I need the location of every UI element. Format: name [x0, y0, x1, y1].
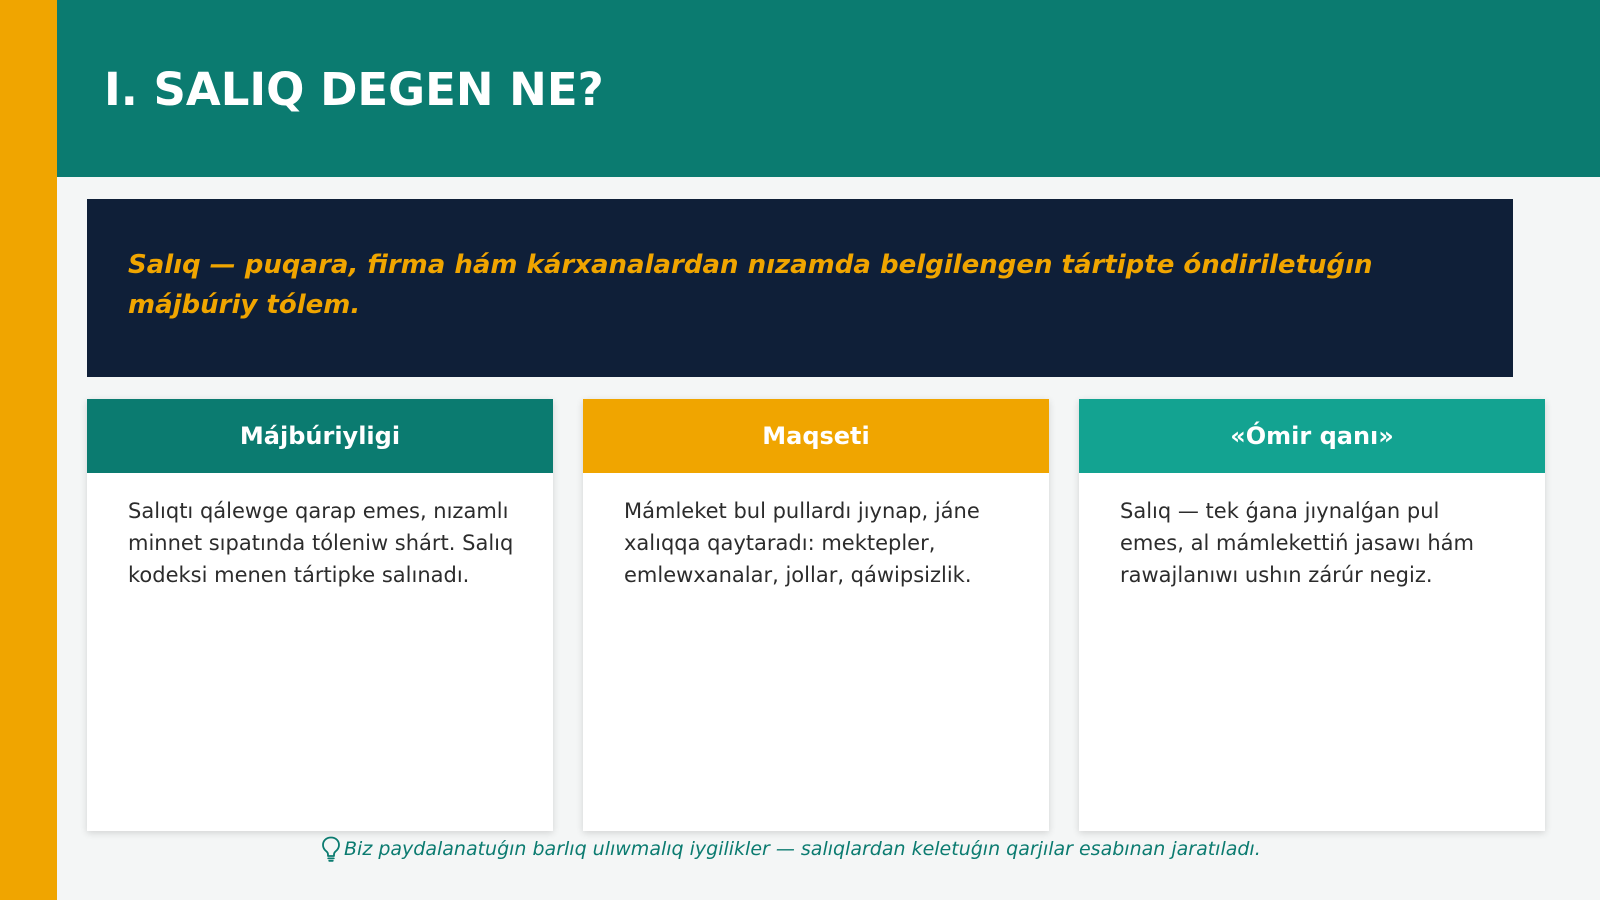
page-title: I. SALIQ DEGEN NE? [104, 63, 604, 116]
card-obligation [87, 399, 553, 831]
footnote [320, 835, 1261, 863]
footnote-text: Biz paydalanatuǵın barlıq ulıwmalıq iygilikler — salıqlardan keletuǵın qarjılar esabınan jaratıladı. [344, 838, 1261, 860]
card-lifeblood [1079, 399, 1545, 831]
card-title: Maqseti [583, 399, 1049, 473]
definition-text: Salıq — puqara, firma hám kárxanalardan nızamda belgilengen tártipte óndiriletuǵın májbúriy tólem. [128, 250, 1373, 320]
card-body: Salıqtı qálewge qarap emes, nızamlı minnet sıpatında tóleniw shárt. Salıq kodeksi menen tártipke salınadı. [128, 499, 514, 587]
card-title: «Ómir qanı» [1079, 399, 1545, 473]
card-body: Salıq — tek ǵana jıynalǵan pul emes, al mámlekettiń jasawı hám rawajlanıwı ushın zárúr negiz. [1120, 499, 1474, 587]
card-body: Mámleket bul pullardı jıynap, jáne xalıqqa qaytaradı: mektepler, emlewxanalar, jollar, qáwipsizlik. [624, 499, 980, 587]
left-accent-bar [0, 0, 57, 900]
definition-box [87, 199, 1513, 377]
lightbulb-icon [320, 835, 342, 863]
card-title: Májbúriyligi [87, 399, 553, 473]
card-purpose [583, 399, 1049, 831]
